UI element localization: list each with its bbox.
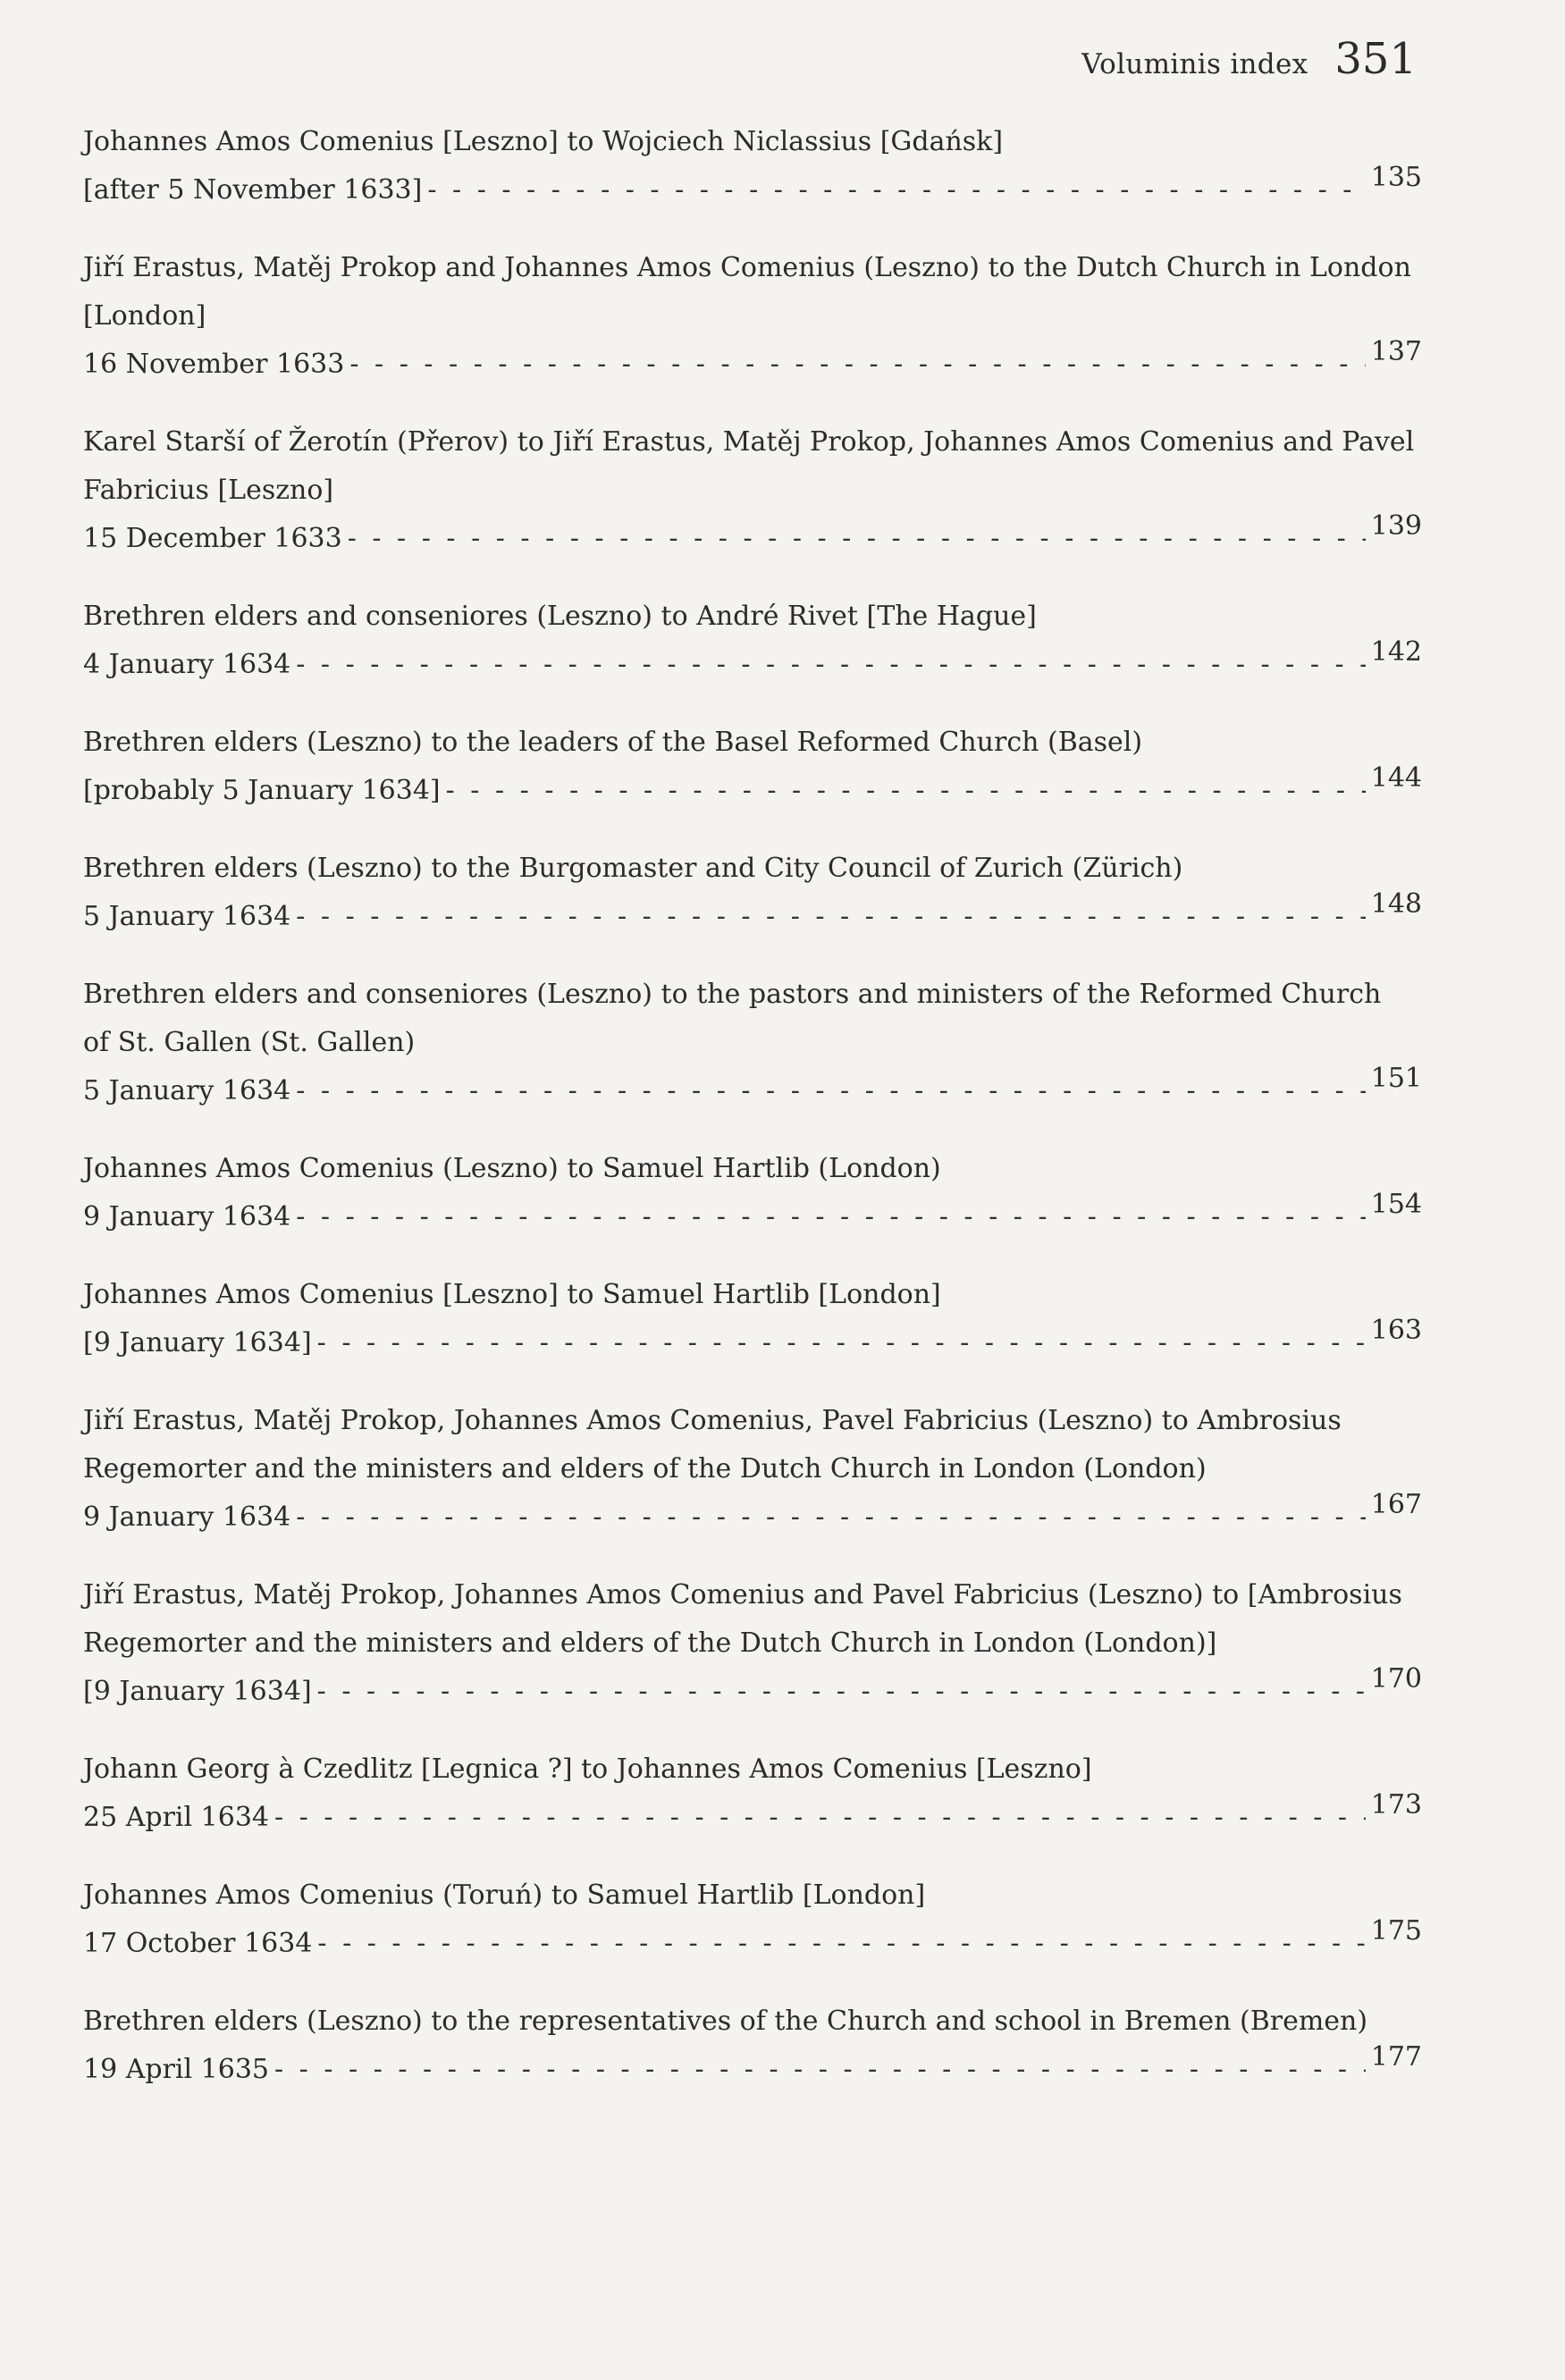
entry-date: [9 January 1634] [83, 1676, 312, 1707]
entry-description-line: Regemorter and the ministers and elders of the Dutch Church in London (London) [83, 1453, 1207, 1484]
entry-page-number: 137 [1370, 336, 1422, 367]
dotted-leader [296, 1193, 1365, 1241]
running-header-title: Voluminis index [1081, 48, 1308, 80]
entry-description-line: Johannes Amos Comenius (Leszno) to Samuel Hartlib (London) [83, 1153, 941, 1184]
entry-description-line: Johannes Amos Comenius [Leszno] to Wojciech Niclassius [Gdańsk] [83, 126, 1004, 157]
entry-description-line: Johann Georg à Czedlitz [Legnica ?] to Johannes Amos Comenius [Leszno] [83, 1753, 1092, 1785]
index-entry [83, 1145, 1422, 1241]
entry-date-row [83, 1489, 1422, 1542]
entry-page-number: 151 [1370, 1063, 1422, 1094]
entry-date-row [83, 636, 1422, 689]
page-number: 351 [1334, 34, 1417, 84]
entry-date: 9 January 1634 [83, 1201, 291, 1232]
entry-date-row [83, 1189, 1422, 1241]
index-entry [83, 1997, 1422, 2094]
entry-page-number: 175 [1370, 1915, 1422, 1947]
entry-date: [probably 5 January 1634] [83, 775, 441, 806]
entry-description-line: Brethren elders (Leszno) to the leaders of the Basel Reformed Church (Basel) [83, 727, 1143, 758]
entry-date-row [83, 1315, 1422, 1367]
index-entry [83, 1397, 1422, 1542]
dotted-leader [296, 893, 1365, 941]
entry-page-number: 135 [1370, 162, 1422, 193]
dotted-leader [317, 1668, 1366, 1716]
entry-date: 9 January 1634 [83, 1501, 291, 1533]
entry-date: 15 December 1633 [83, 523, 342, 554]
entry-page-number: 170 [1370, 1663, 1422, 1695]
entry-page-number: 154 [1370, 1189, 1422, 1220]
entry-date-row [83, 1789, 1422, 1842]
entry-page-number: 144 [1370, 762, 1422, 794]
entry-date: [after 5 November 1633] [83, 174, 423, 206]
entry-date: 16 November 1633 [83, 349, 345, 380]
entry-description-line: Brethren elders (Leszno) to the representatives of the Church and school in Bremen (Bremen) [83, 2006, 1368, 2037]
entry-date: 19 April 1635 [83, 2054, 269, 2085]
entry-date-row [83, 888, 1422, 941]
entry-date: 5 January 1634 [83, 1075, 291, 1106]
entry-description-line: [London] [83, 300, 206, 332]
entry-date-row [83, 162, 1422, 214]
dotted-leader [446, 767, 1366, 815]
entry-description-line: Johannes Amos Comenius (Toruń) to Samuel Hartlib [London] [83, 1880, 926, 1911]
dotted-leader [348, 515, 1366, 563]
entry-page-number: 163 [1370, 1315, 1422, 1346]
index-entry [83, 1271, 1422, 1367]
entry-description-line: Brethren elders and conseniores (Leszno) to André Rivet [The Hague] [83, 601, 1037, 632]
entry-date: 17 October 1634 [83, 1928, 313, 1959]
entry-date-row [83, 1915, 1422, 1968]
dotted-leader [296, 641, 1365, 689]
entry-description-line: Brethren elders and conseniores (Leszno) to the pastors and ministers of the Reformed Church [83, 979, 1382, 1010]
dotted-leader [274, 2046, 1366, 2094]
entry-page-number: 173 [1370, 1789, 1422, 1821]
entry-date-row [83, 1063, 1422, 1115]
entry-date: [9 January 1634] [83, 1327, 312, 1358]
index-entry [83, 719, 1422, 815]
entry-page-number: 148 [1370, 888, 1422, 920]
entry-description-line: Jiří Erastus, Matěj Prokop, Johannes Amos Comenius, Pavel Fabricius (Leszno) to Ambrosius [83, 1405, 1342, 1436]
dotted-leader [317, 1920, 1365, 1968]
index-entry [83, 418, 1422, 563]
entry-description-line: Johannes Amos Comenius [Leszno] to Samuel Hartlib [London] [83, 1279, 941, 1310]
index-entry [83, 244, 1422, 389]
entry-description-line: Fabricius [Leszno] [83, 475, 334, 506]
dotted-leader [296, 1067, 1365, 1115]
entry-description-line: Karel Starší of Žerotín (Přerov) to Jiří Erastus, Matěj Prokop, Johannes Amos Comenius and Pavel [83, 426, 1415, 458]
index-entries [83, 118, 1422, 2123]
entry-date: 4 January 1634 [83, 649, 291, 680]
entry-date: 25 April 1634 [83, 1802, 269, 1833]
entry-description-line: Jiří Erastus, Matěj Prokop and Johannes Amos Comenius (Leszno) to the Dutch Church in London [83, 252, 1411, 283]
entry-description-line: of St. Gallen (St. Gallen) [83, 1027, 416, 1058]
entry-description-line: Regemorter and the ministers and elders of the Dutch Church in London (London)] [83, 1627, 1217, 1659]
index-entry [83, 1745, 1422, 1842]
dotted-leader [349, 341, 1365, 389]
entry-date-row [83, 2041, 1422, 2094]
dotted-leader [274, 1794, 1366, 1842]
entry-date: 5 January 1634 [83, 901, 291, 932]
index-entry [83, 593, 1422, 689]
dotted-leader [296, 1493, 1365, 1542]
dotted-leader [317, 1319, 1366, 1367]
index-entry [83, 1571, 1422, 1716]
entry-page-number: 177 [1370, 2041, 1422, 2073]
dotted-leader [427, 166, 1365, 214]
index-entry [83, 1871, 1422, 1968]
entry-page-number: 167 [1370, 1489, 1422, 1520]
entry-date-row [83, 762, 1422, 815]
entry-date-row [83, 510, 1422, 563]
entry-date-row [83, 336, 1422, 389]
index-entry [83, 845, 1422, 941]
entry-page-number: 142 [1370, 636, 1422, 668]
entry-description-line: Brethren elders (Leszno) to the Burgomaster and City Council of Zurich (Zürich) [83, 853, 1183, 884]
index-entry [83, 118, 1422, 214]
entry-page-number: 139 [1370, 510, 1422, 542]
entry-date-row [83, 1663, 1422, 1716]
page-header [1081, 34, 1417, 84]
entry-description-line: Jiří Erastus, Matěj Prokop, Johannes Amos Comenius and Pavel Fabricius (Leszno) to [Ambrosius [83, 1579, 1402, 1610]
index-entry [83, 971, 1422, 1115]
